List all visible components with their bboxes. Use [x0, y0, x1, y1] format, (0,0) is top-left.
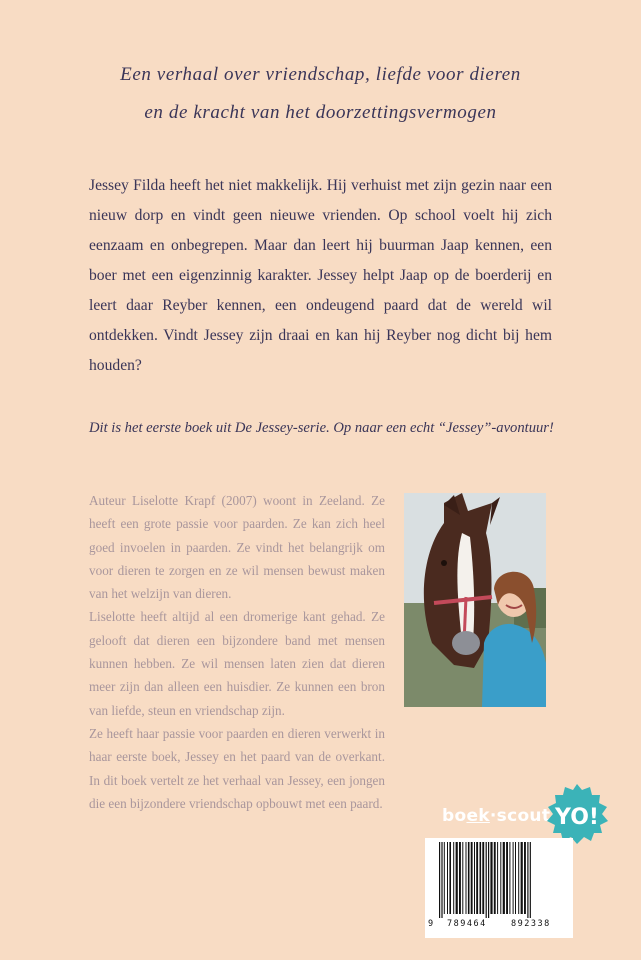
tagline-line-1: Een verhaal over vriendschap, liefde voor dieren	[120, 64, 521, 85]
tagline-line-2: en de kracht van het doorzettingsvermogen	[144, 102, 497, 123]
author-bio-paragraph-1: Auteur Liselotte Krapf (2007) woont in Zeeland. Ze heeft een grote passie voor paarden. Ze kan zich heel goed invoelen in paarden. Ze vindt het belangrijk om voor dieren te zorgen en ze wil mensen bewust maken van het welzijn van dieren.	[89, 493, 385, 602]
blurb-text: Jessey Filda heeft het niet makkelijk. Hij verhuist met zijn gezin naar een nieuw dorp en vindt geen nieuwe vrienden. Op school voelt hij zich eenzaam en onbegrepen. Maar dan leert hij buurman Jaap kennen, een boer met een eigenzinnig karakter. Jessey helpt Jaap op de boerderij en leert daar Reyber kennen, een ondeugend paard dat de wereld wil ontdekken. Vindt Jessey zijn draai en kan hij Reyber nog dicht bij hem houden?	[89, 177, 552, 374]
barcode-lead-digit: 9	[428, 919, 434, 929]
series-note: Dit is het eerste boek uit De Jessey-serie. Op naar een echt “Jessey”-avontuur!	[89, 420, 554, 436]
publisher-name: boek·scout	[442, 806, 551, 826]
tagline	[0, 56, 641, 132]
isbn-barcode	[425, 838, 573, 938]
author-bio-paragraph-2: Liselotte heeft altijd al een dromerige kant gehad. Ze gelooft dat dieren een bijzondere band met mensen kunnen hebben. Ze wil mensen laten zien dat dieren meer zijn dan alleen een huisdier. Ze kunnen een bron van liefde, steun en vriendschap zijn.	[89, 609, 385, 718]
author-photo	[404, 493, 546, 707]
author-bio-paragraph-3: Ze heeft haar passie voor paarden en dieren verwerkt in haar eerste boek, Jessey en het paard van de overkant. In dit boek vertelt ze het verhaal van Jessey, een jongen die een bijzondere vriendschap opbouwt met een paard.	[89, 725, 385, 811]
barcode-bars-icon	[425, 838, 573, 920]
barcode-right-digits: 892338	[511, 919, 551, 929]
yo-badge-text: YO!	[555, 805, 599, 830]
author-bio	[89, 489, 385, 815]
barcode-left-digits: 789464	[447, 919, 487, 929]
